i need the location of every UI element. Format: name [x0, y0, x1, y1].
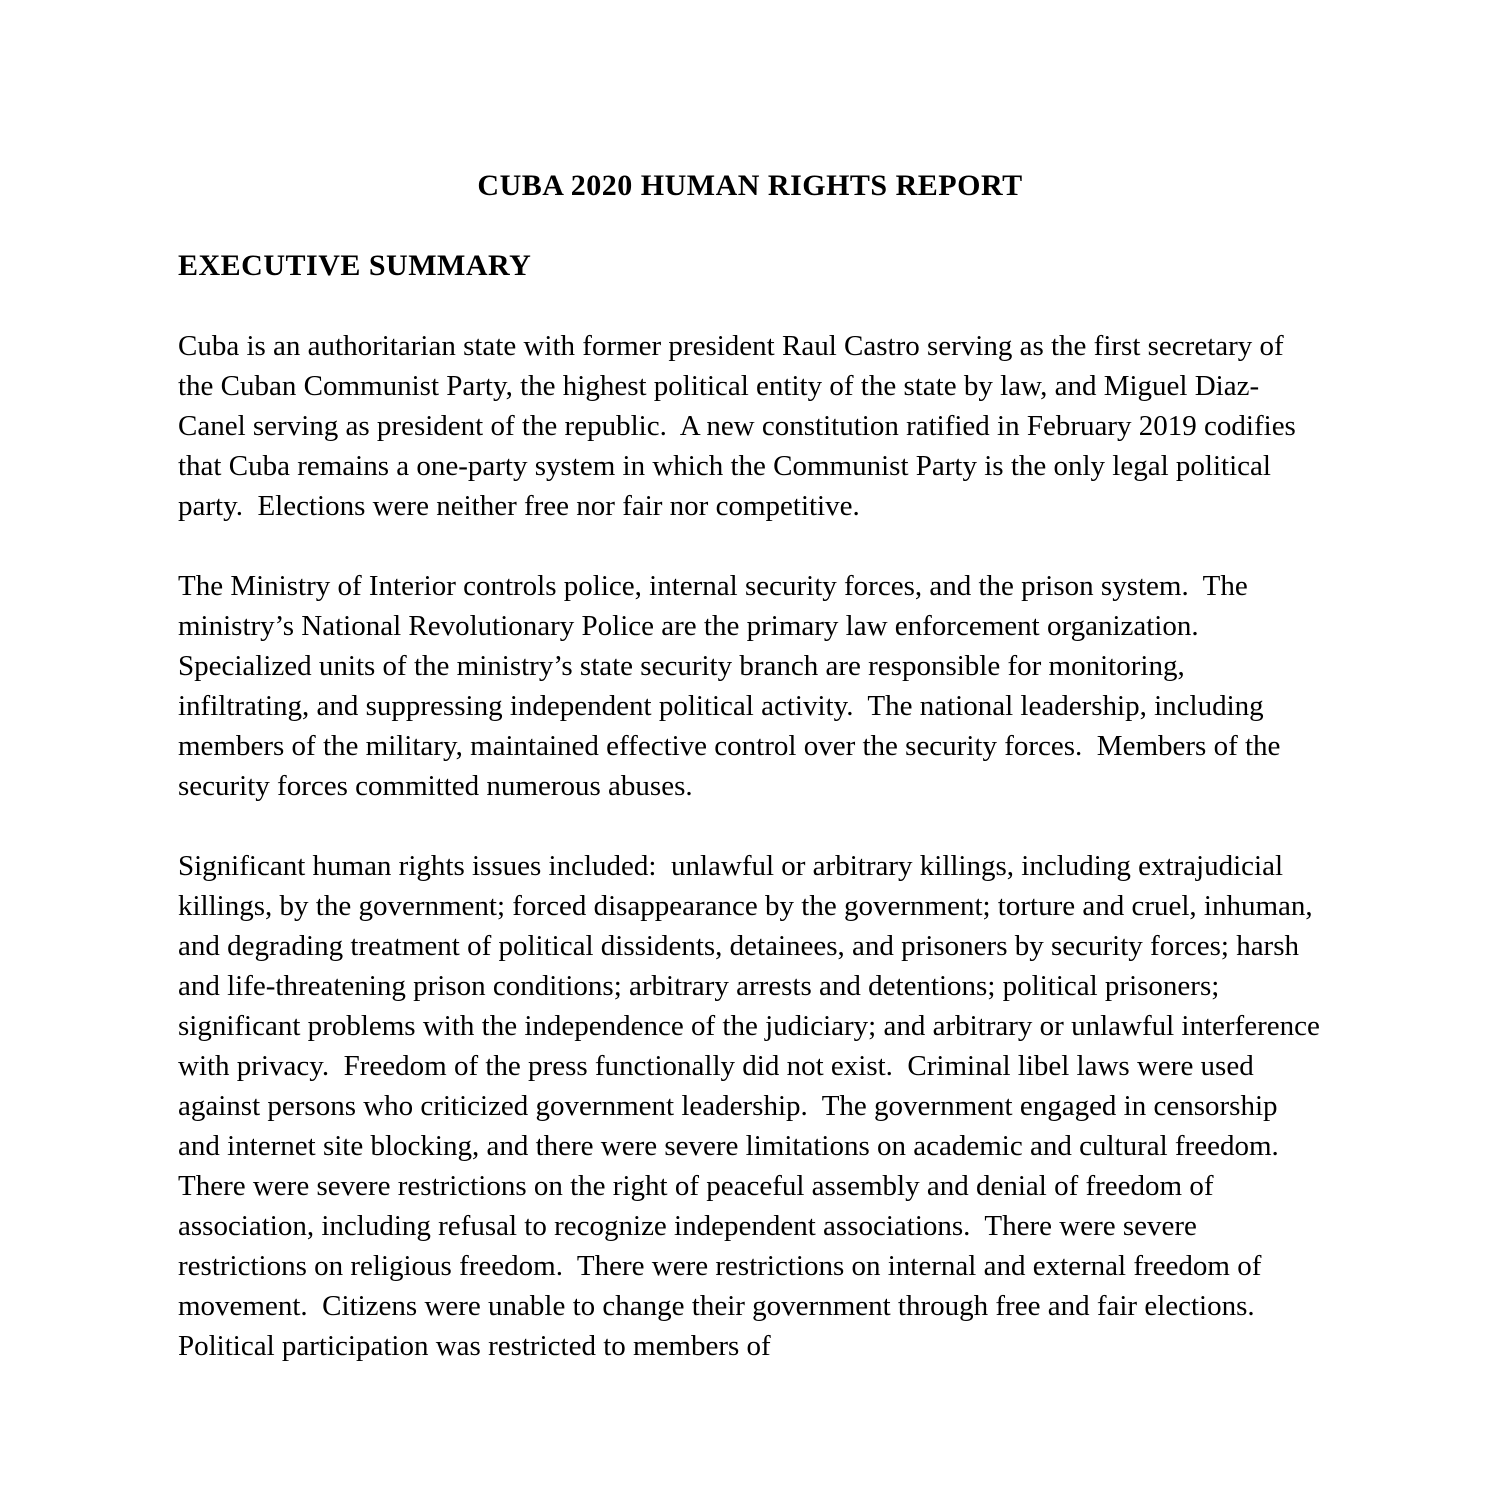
paragraph-3: Significant human rights issues included: unlawful or arbitrary killings, including extrajudicial killings, by the government; forced disappearance by the government; torture and cruel, inhuman, and degrading treatment of political dissidents, detainees, and prisoners by security forces; harsh and life-threatening prison conditions; arbitrary arrests and detentions; political prisoners; significant problems with the independence of the judiciary; and arbitrary or unlawful interference with privacy. Freedom of the press functionally did not exist. Criminal libel laws were used against persons who criticized government leadership. The government engaged in censorship and internet site blocking, and there were severe limitations on academic and cultural freedom. There were severe restrictions on the right of peaceful assembly and denial of freedom of association, including refusal to recognize independent associations. There were severe restrictions on religious freedom. There were restrictions on internal and external freedom of movement. Citizens were unable to change their government through free and fair elections. Political participation was restricted to members of — [178, 850, 1328, 1362]
paragraph-1: Cuba is an authoritarian state with former president Raul Castro serving as the first secretary of the Cuban Communist Party, the highest political entity of the state by law, and Miguel Diaz-Canel serving as president of the republic. A new constitution ratified in February 2019 codifies that Cuba remains a one-party system in which the Communist Party is the only legal political party. Elections were neither free nor fair nor competitive. — [178, 330, 1304, 522]
paragraph-2: The Ministry of Interior controls police, internal security forces, and the prison system. The ministry’s National Revolutionary Police are the primary law enforcement organization. Specialized units of the ministry’s state security branch are responsible for monitoring, infiltrating, and suppressing independent political activity. The national leadership, including members of the military, maintained effective control over the security forces. Members of the security forces committed numerous abuses. — [178, 570, 1288, 802]
document-title: CUBA 2020 HUMAN RIGHTS REPORT — [477, 169, 1023, 202]
section-heading-executive-summary: EXECUTIVE SUMMARY — [178, 249, 532, 282]
